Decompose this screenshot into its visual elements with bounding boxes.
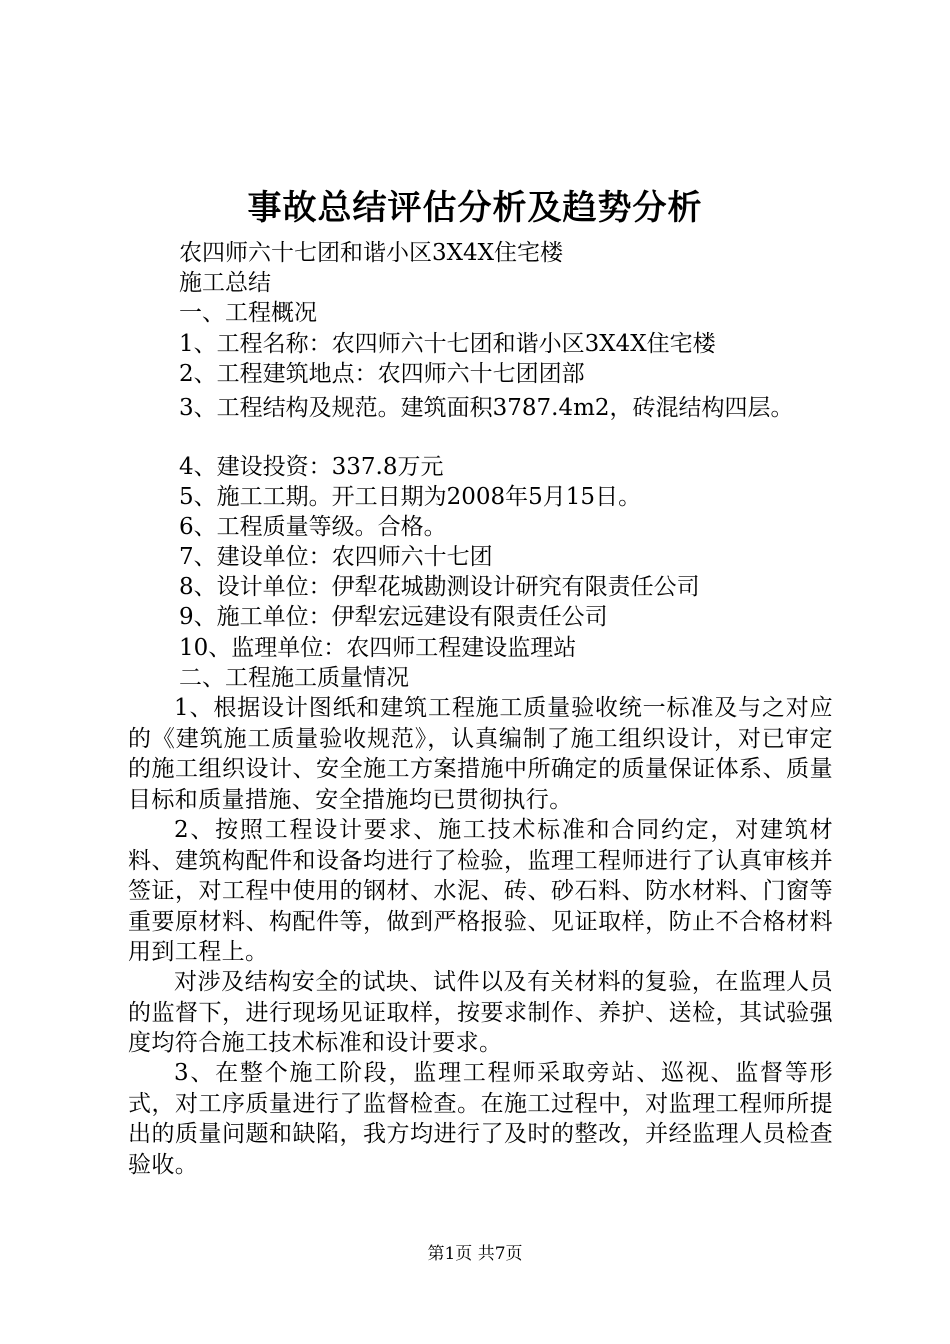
quality-paragraph-2: 2、按照工程设计要求、施工技术标准和合同约定，对建筑材料、建筑构配件和设备均进行了检验，监理工程师进行了认真审核并签证，对工程中使用的钢材、水泥、砖、砂石料、防水材料、门窗等重要原材料、构配件等，做到严格报验、见证取样，防止不合格材料用到工程上。 — [128, 817, 833, 965]
section-heading-overview: 一、工程概况 — [179, 300, 317, 326]
overview-item-10: 10、监理单位：农四师工程建设监理站 — [179, 635, 577, 661]
section-heading-quality: 二、工程施工质量情况 — [179, 665, 409, 691]
overview-item-1: 1、工程名称：农四师六十七团和谐小区3X4X住宅楼 — [179, 331, 716, 357]
quality-paragraph-4: 3、在整个施工阶段，监理工程师采取旁站、巡视、监督等形式，对工序质量进行了监督检查。在施工过程中，对监理工程师所提出的质量问题和缺陷，我方均进行了及时的整改，并经监理人员检查验收。 — [128, 1060, 833, 1178]
quality-paragraph-3: 对涉及结构安全的试块、试件以及有关材料的复验，在监理人员的监督下，进行现场见证取样，按要求制作、养护、送检，其试验强度均符合施工技术标准和设计要求。 — [128, 969, 833, 1056]
summary-heading: 施工总结 — [179, 270, 271, 296]
overview-item-6: 6、工程质量等级。合格。 — [179, 514, 447, 540]
overview-item-5: 5、施工工期。开工日期为2008年5月15日。 — [179, 484, 642, 510]
overview-item-3: 3、工程结构及规范。建筑面积3787.4m2，砖混结构四层。 — [179, 395, 794, 421]
overview-item-4: 4、建设投资：337.8万元 — [179, 454, 444, 480]
project-name-line: 农四师六十七团和谐小区3X4X住宅楼 — [179, 240, 564, 266]
document-title: 事故总结评估分析及趋势分析 — [247, 188, 703, 228]
overview-item-8: 8、设计单位：伊犁花城勘测设计研究有限责任公司 — [179, 574, 700, 600]
overview-item-2: 2、工程建筑地点：农四师六十七团团部 — [179, 361, 585, 387]
overview-item-7: 7、建设单位：农四师六十七团 — [179, 544, 493, 570]
quality-paragraph-1: 1、根据设计图纸和建筑工程施工质量验收统一标准及与之对应的《建筑施工质量验收规范》，认真编制了施工组织设计，对已审定的施工组织设计、安全施工方案措施中所确定的质量保证体系、质量目标和质量措施、安全措施均已贯彻执行。 — [128, 695, 833, 813]
page-footer: 第1页 共7页 — [427, 1244, 523, 1264]
overview-item-9: 9、施工单位：伊犁宏远建设有限责任公司 — [179, 604, 608, 630]
